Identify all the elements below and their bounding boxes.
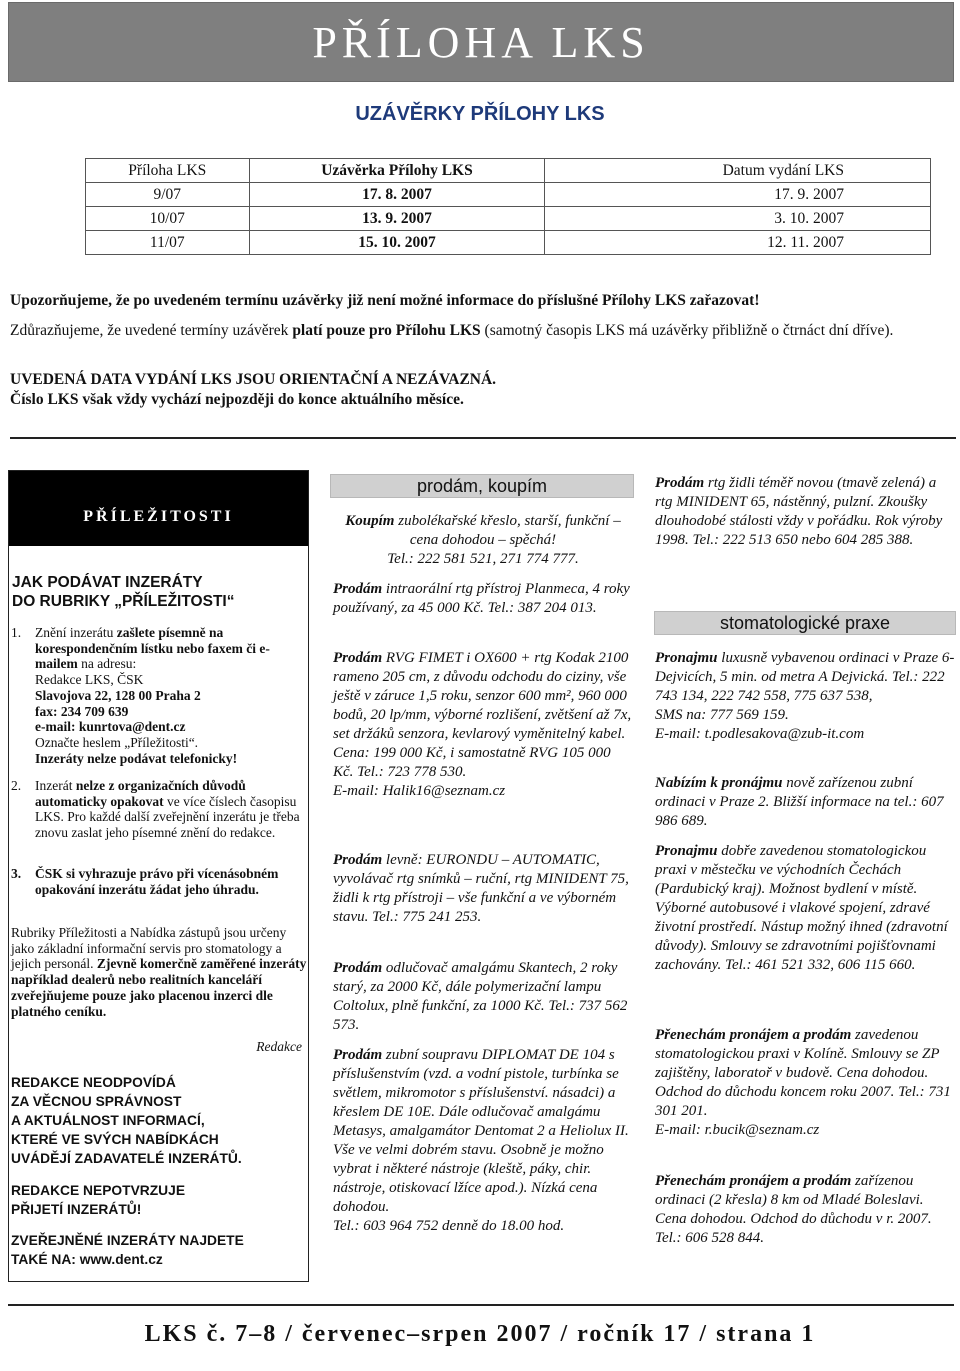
ad-lead: Prodám xyxy=(333,852,383,868)
item-text xyxy=(11,625,308,672)
table-cell: 3. 10. 2007 xyxy=(545,207,931,231)
ad-item xyxy=(655,842,955,975)
ad-item xyxy=(333,512,633,569)
ad-text: luxusně vybavenou ordinaci v Praze 6-Dejvicích, 5 min. od metra A Dejvická. Tel.: 222 743 134, 222 742 558, 775 637 538, SMS na: 777 569 159. E-mail: t.podlesakova@zub-it.com xyxy=(655,650,955,742)
column-header: Příloha LKS xyxy=(86,159,250,183)
table-row xyxy=(86,231,931,255)
footer-divider xyxy=(8,1304,954,1306)
rubric-info xyxy=(9,925,308,1019)
disclaimer-notice: REDAKCE NEODPOVÍDÁ ZA VĚCNOU SPRÁVNOST A AKTUÁLNOST INFORMACÍ, KTERÉ VE SVÝCH NABÍDKÁCH UVÁDĚJÍ ZADAVATELÉ INZERÁTŮ. xyxy=(11,1075,242,1166)
divider xyxy=(10,437,956,439)
page-title: PŘÍLOHA LKS xyxy=(312,18,650,67)
ad-lead: Přenechám pronájem a prodám xyxy=(655,1027,852,1043)
signature: Redakce xyxy=(256,1039,302,1054)
ad-item xyxy=(655,1026,955,1140)
ad-lead: Prodám xyxy=(333,581,383,597)
section-head-practices: stomatologické praxe xyxy=(654,611,956,635)
ad-item xyxy=(655,649,955,744)
ad-lead: Pronajmu xyxy=(655,843,718,859)
note-emphasis: platí pouze pro Přílohu LKS xyxy=(292,322,481,339)
note-text: Zdůrazňujeme, že uvedené termíny uzávěrek xyxy=(10,322,293,339)
ad-text: zařízenou ordinaci (2 křesla) 8 km od Mladé Boleslavi. Cena dohodou. Odchod do důchodu v r. 2007. Tel.: 606 528 844. xyxy=(655,1173,932,1246)
ad-item xyxy=(333,959,633,1035)
rubric-title: PŘÍLEŽITOSTI xyxy=(83,508,234,525)
disclaimer-line: Číslo LKS však vždy vychází nejpozději do konce aktuálního měsíce. xyxy=(10,391,464,408)
ad-lead: Nabízím k pronájmu xyxy=(655,775,783,791)
ad-lead: Přenechám pronájem a prodám xyxy=(655,1173,852,1189)
table-cell: 13. 9. 2007 xyxy=(249,207,545,231)
instructions-title xyxy=(12,573,234,611)
table-cell: 10/07 xyxy=(86,207,250,231)
header-banner xyxy=(8,2,954,82)
text: Inzerát xyxy=(35,778,76,793)
rubric-header xyxy=(9,471,308,546)
text-emphasis: Zjevně komerčně zaměřené inzeráty například dealerů nebo realitních kanceláří zveřejňujeme pouze jako placenou inzerci dle platného ceníku. xyxy=(11,956,307,1019)
column-header: Uzávěrka Přílohy LKS xyxy=(249,159,545,183)
ad-text: levně: EURONDU – AUTOMATIC, vyvolávač rtg snímků – ruční, rtg MINIDENT 75, židli k rtg přístroji – vše funkční a ve výborném stavu. Tel.: 775 241 253. xyxy=(333,852,629,925)
ad-lead: Prodám xyxy=(333,1047,383,1063)
text: ve více číslech časopisu LKS. Pro každé další zveřejnění inzerátu je třeba znovu zaslat jeho písemné znění do redakce. xyxy=(35,793,300,841)
text: Rubriky Příležitosti a Nabídka zástupů jsou určeny jako základní informační servis pro stomatology a jejich personál. xyxy=(11,925,287,972)
ad-item xyxy=(333,1046,633,1236)
deadline-note xyxy=(10,321,940,341)
item-number: 2. xyxy=(11,778,22,793)
ad-text: zavedenou stomatologickou praxi v Kolíně. Smlouvy se ZP zajištěny, laboratoř v budově. Cena dohodou. Odchod do důchodu koncem roku 2007. Tel.: 731 301 201. E-mail: r.bucik@seznam.cz xyxy=(655,1027,951,1138)
email-address: e-mail: kunrtova@dent.cz xyxy=(35,719,186,735)
ad-text: intraorální rtg přístroj Planmeca, 4 roky používaný, za 45 000 Kč. Tel.: 387 204 013. xyxy=(333,581,630,616)
table-cell: 9/07 xyxy=(86,183,250,207)
table-header-row xyxy=(86,159,931,183)
table-cell: 15. 10. 2007 xyxy=(249,231,545,255)
keyword-note: Označte heslem „Příležitosti“. xyxy=(35,734,199,750)
deadline-warning: Upozorňujeme, že po uvedeném termínu uzávěrky již není možné informace do příslušné Přílohy LKS zařazovat! xyxy=(10,292,760,309)
ad-text: odlučovač amalgámu Skantech, 2 roky starý, za 2000 Kč, dále polymerizační lampu Coltolux, plně funkční, za 1000 Kč. Tel.: 737 562 573. xyxy=(333,960,628,1033)
item-number: 1. xyxy=(11,625,22,640)
address-line: Redakce LKS, ČSK xyxy=(35,672,144,688)
section-subtitle: UZÁVĚRKY PŘÍLOHY LKS xyxy=(355,103,605,125)
ad-item xyxy=(655,1172,955,1248)
address-line: Slavojova 22, 128 00 Praha 2 xyxy=(35,687,201,703)
text-emphasis: zašlete písemně na korespondenčním lístku nebo faxem či e-mailem xyxy=(35,625,270,672)
ad-text: dobře zavedenou stomatologickou praxi v městečku ve východních Čechách (Pardubický kraj). Možnost bydlení v místě. Výborné autobusové i vlakové spojení, zdravé životní prostředí. Nástup možný ihned (zdravotní důvody). Smlouvy se zdravotními pojišťovnami zachovány. Tel.: 461 521 332, 606 115 660. xyxy=(655,843,948,973)
dates-disclaimer xyxy=(10,370,940,410)
table-row xyxy=(86,207,931,231)
item-text: ČSK si vyhrazuje právo při vícenásobném opakování inzerátu žádat jeho úhradu. xyxy=(35,866,279,897)
table-cell: 17. 9. 2007 xyxy=(545,183,931,207)
title-line: JAK PODÁVAT INZERÁTY xyxy=(12,574,203,591)
ad-text: zubní soupravu DIPLOMAT DE 104 s příslušenstvím (vzd. a vodní pistole, turbínka se světlem, mikromotor s příslušenství. násadci) a křeslem DE 10E. Dále odlučovač amalgámu Metasys, amalgamátor Dentomat 2 a Heliolux II. Vše ve velmi dobrém stavu. Osobně je možno vybrat i některé nástroje (kleště, páky, chir. nástroje, otiskovací lžíce apod.). Nízká cena dohodou. Tel.: 603 964 752 denně do 18.00 hod. xyxy=(333,1047,629,1234)
confirmation-notice: REDAKCE NEPOTVRZUJE PŘIJETÍ INZERÁTŮ! xyxy=(11,1183,186,1217)
text: na adresu: xyxy=(77,656,137,672)
ad-lead: Prodám xyxy=(333,960,383,976)
ad-text: nově zařízenou zubní ordinaci v Praze 2. Bližší informace na tel.: 607 986 689. xyxy=(655,775,944,829)
ad-item xyxy=(333,649,633,801)
note-text: (samotný časopis LKS má uzávěrky přibližně o čtrnáct dní dříve). xyxy=(480,322,894,339)
ad-item xyxy=(655,474,955,550)
ad-lead: Koupím xyxy=(345,513,395,529)
ad-text: zubolékařské křeslo, starší, funkční – cena dohodou – spěchá! Tel.: 222 581 521, 271 774 777. xyxy=(387,513,621,567)
section-head-sell-buy: prodám, koupím xyxy=(330,474,634,498)
website-notice: ZVEŘEJNĚNÉ INZERÁTY NAJDETE TAKÉ NA: www.dent.cz xyxy=(11,1233,244,1267)
text-emphasis: nelze z organizačních důvodů automaticky opakovat xyxy=(35,778,246,809)
ad-item xyxy=(333,851,633,927)
table-cell: 17. 8. 2007 xyxy=(249,183,545,207)
title-line: DO RUBRIKY „PŘÍLEŽITOSTI“ xyxy=(12,593,235,610)
instruction-item-1 xyxy=(9,625,308,766)
schedule-table xyxy=(85,158,931,255)
ad-item xyxy=(333,580,633,618)
ad-text: RVG FIMET i OX600 + rtg Kodak 2100 rameno 205 cm, z důvodu odchodu do ciziny, vše ještě v záruce 1,5 roku, senzor 600 mm², 960 000 bodů, 20 lp/mm, výborné rozlišení, zvětšení až 7x, set držáků senzora, kevlarový vyměnitelný kabel. Cena: 199 000 Kč, i samostatně RVG 105 000 Kč. Tel.: 723 778 530. E-mail: Halik16@seznam.cz xyxy=(333,650,632,799)
ad-lead: Pronajmu xyxy=(655,650,718,666)
fax-number: fax: 234 709 639 xyxy=(35,703,129,719)
table-cell: 12. 11. 2007 xyxy=(545,231,931,255)
ad-lead: Prodám xyxy=(655,475,705,491)
page-footer: LKS č. 7–8 / červenec–srpen 2007 / ročník 17 / strana 1 xyxy=(144,1321,816,1347)
item-text xyxy=(11,778,308,841)
ad-lead: Prodám xyxy=(333,650,383,666)
table-row xyxy=(86,183,931,207)
column-header: Datum vydání LKS xyxy=(545,159,931,183)
instructions-box xyxy=(8,470,309,1282)
item-number: 3. xyxy=(11,866,22,881)
disclaimer-line: UVEDENÁ DATA VYDÁNÍ LKS JSOU ORIENTAČNÍ A NEZÁVAZNÁ. xyxy=(10,371,497,388)
instruction-item-3 xyxy=(9,866,308,897)
phone-warning: Inzeráty nelze podávat telefonicky! xyxy=(35,750,238,766)
text: Znění inzerátu xyxy=(35,625,117,640)
instruction-item-2 xyxy=(9,778,308,841)
table-cell: 11/07 xyxy=(86,231,250,255)
ad-item xyxy=(655,774,955,831)
ad-text: rtg židli téměř novou (tmavě zelená) a rtg MINIDENT 65, nástěnný, pulzní. Zkoušky dlouhodobé stálosti vždy v pořádku. Rok výroby 1998. Tel.: 222 513 650 nebo 604 285 388. xyxy=(655,475,943,548)
